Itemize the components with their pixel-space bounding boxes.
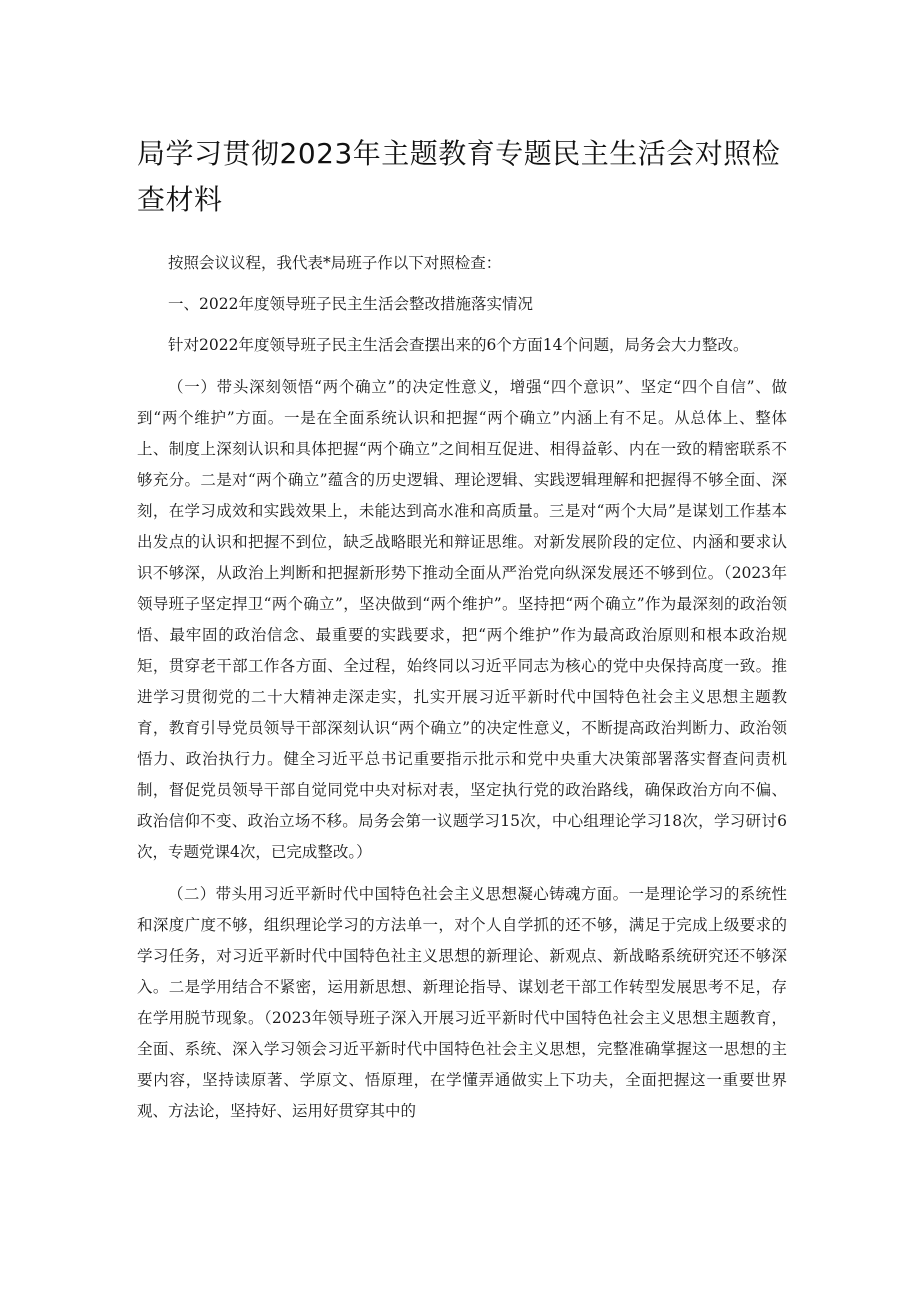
section-heading-1: 一、2022年度领导班子民主生活会整改措施落实情况	[168, 295, 533, 313]
paragraph-item-1: （一）带头深刻领悟“两个确立”的决定性意义，增强“四个意识”、坚定“四个自信”、做到“两个维护”方面。一是在全面系统认识和把握“两个确立”内涵上有不足。从总体上、整体上、制度上深刻认识和具体把握“两个确立”之间相互促进、相得益彰、内在一致的精密联系不够充分。二是对“两个确立”蕴含的历史逻辑、理论逻辑、实践逻辑理解和把握得不够全面、深刻，在学习成效和实践效果上，未能达到高水准和高质量。三是对“两个大局”是谋划工作基本出发点的认识和把握不到位，缺乏战略眼光和辩证思维。对新发展阶段的定位、内涵和要求认识不够深，从政治上判断和把握新形势下推动全面从严治党向纵深发展还不够到位。（2023年领导班子坚定捍卫“两个确立”，坚决做到“两个维护”。坚持把“两个确立”作为最深刻的政治领悟、最牢固的政治信念、最重要的实践要求，把“两个维护”作为最高政治原则和根本政治规矩，贯穿老干部工作各方面、全过程，始终同以习近平同志为核心的党中央保持高度一致。推进学习贯彻党的二十大精神走深走实，扎实开展习近平新时代中国特色社会主义思想主题教育，教育引导党员领导干部深刻认识“两个确立”的决定性意义，不断提高政治判断力、政治领悟力、政治执行力。健全习近平总书记重要指示批示和党中央重大决策部署落实督查问责机制，督促党员领导干部自觉同党中央对标对表，坚定执行党的政治路线，确保政治方向不偏、政治信仰不变、政治立场不移。局务会第一议题学习15次，中心组理论学习18次，学习研讨6次，专题党课4次，已完成整改。）	[137, 378, 787, 861]
document-title: 局学习贯彻2023年主题教育专题民主生活会对照检查材料	[137, 137, 781, 216]
paragraph-intro: 按照会议议程，我代表*局班子作以下对照检查：	[168, 254, 502, 272]
paragraph-summary: 针对2022年度领导班子民主生活会查摆出来的6个方面14个问题，局务会大力整改。	[168, 336, 749, 354]
document-body	[137, 248, 787, 1138]
paragraph-item-2: （二）带头用习近平新时代中国特色社会主义思想凝心铸魂方面。一是理论学习的系统性和深度广度不够，组织理论学习的方法单一，对个人自学抓的还不够，满足于完成上级要求的学习任务，对习近平新时代中国特色社主义思想的新理论、新观点、新战略系统研究还不够深入。二是学用结合不紧密，运用新思想、新理论指导、谋划老干部工作转型发展思考不足，存在学用脱节现象。（2023年领导班子深入开展习近平新时代中国特色社会主义思想主题教育，全面、系统、深入学习领会习近平新时代中国特色社会主义思想，完整准确掌握这一思想的主要内容，坚持读原著、学原文、悟原理，在学懂弄通做实上下功夫，全面把握这一重要世界观、方法论，坚持好、运用好贯穿其中的	[137, 885, 787, 1120]
